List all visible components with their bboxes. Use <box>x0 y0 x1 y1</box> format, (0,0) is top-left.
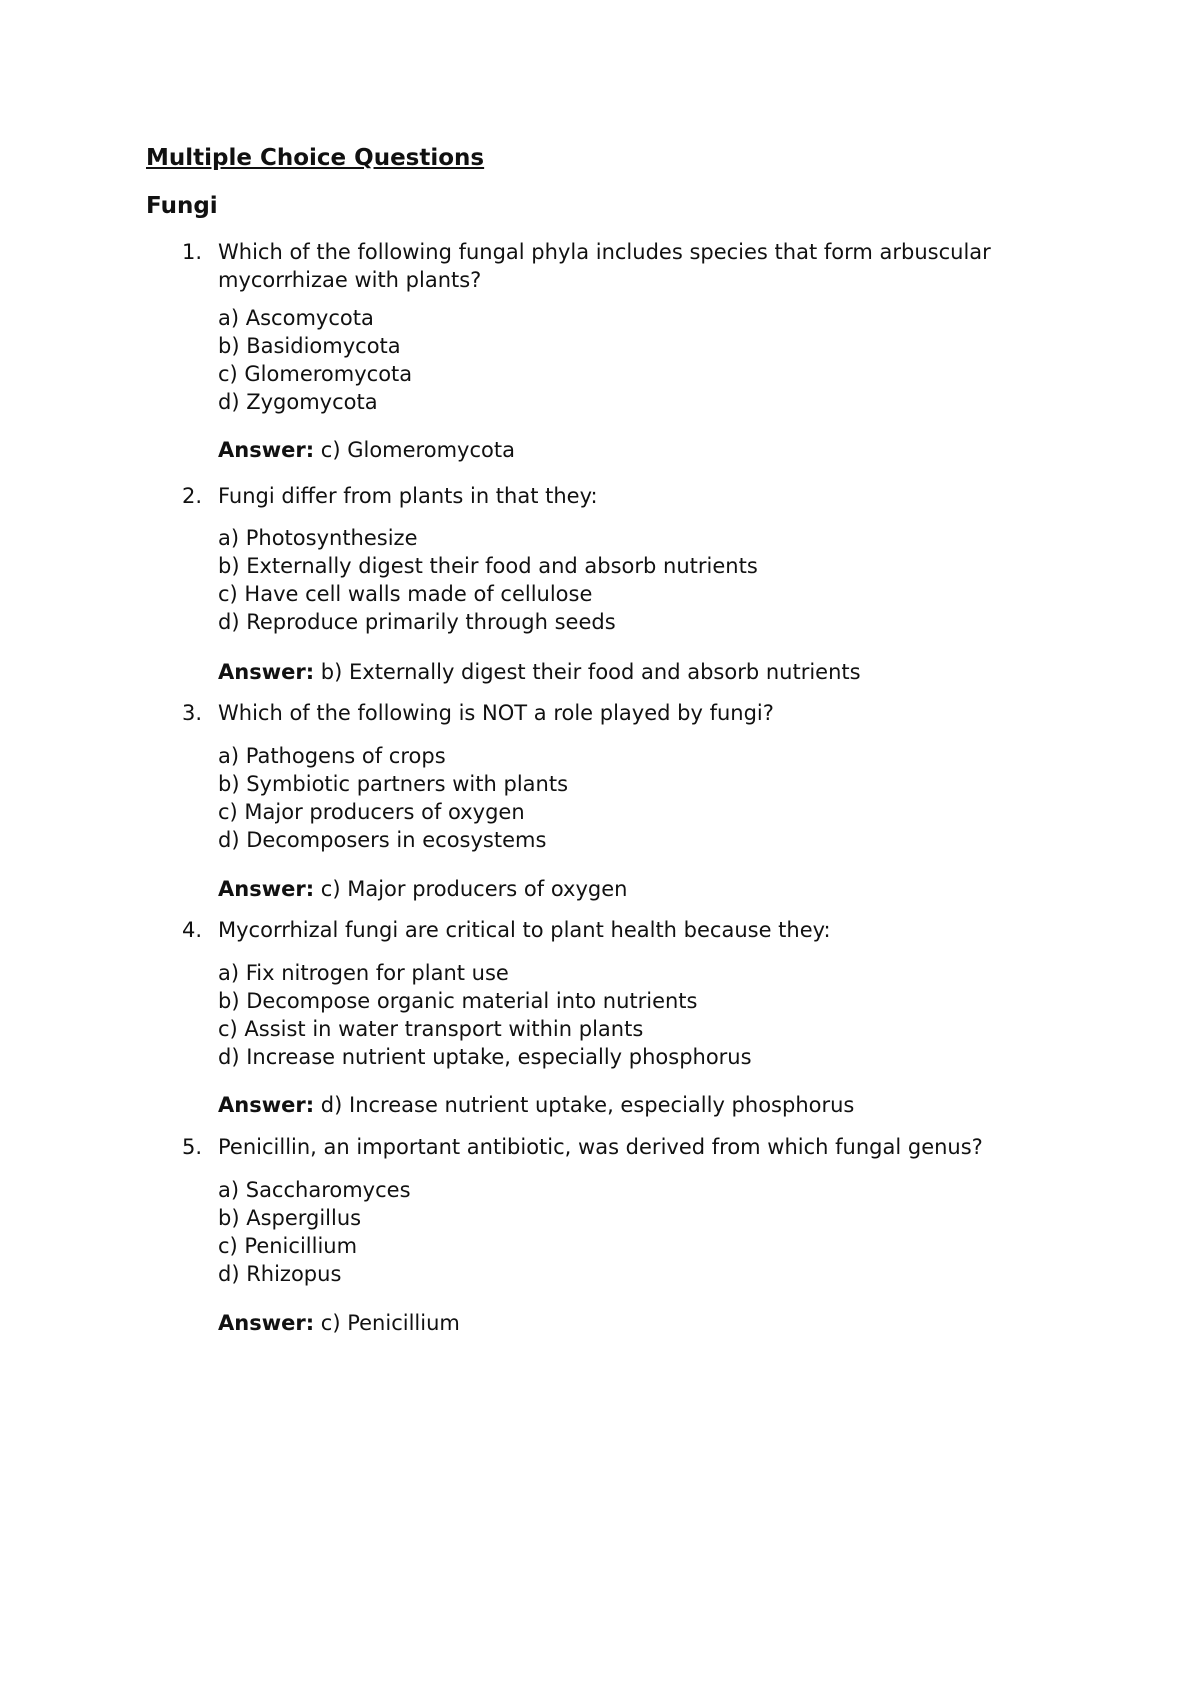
option-c: c) Penicillium <box>218 1234 358 1258</box>
option-a: a) Saccharomyces <box>218 1178 411 1202</box>
question-text: Which of the following is NOT a role played by fungi? <box>218 701 774 725</box>
answer-value: b) Externally digest their food and absorb nutrients <box>320 660 861 684</box>
option-b: b) Externally digest their food and absorb nutrients <box>218 554 758 578</box>
option-list <box>218 1176 411 1288</box>
question-number: 1. <box>182 240 203 264</box>
question-number: 3. <box>182 701 203 725</box>
option-d: d) Rhizopus <box>218 1262 342 1286</box>
option-b: b) Basidiomycota <box>218 334 401 358</box>
answer-line <box>218 1091 854 1119</box>
answer-label: Answer: <box>218 1093 315 1117</box>
option-list <box>218 524 758 636</box>
option-list <box>218 959 752 1071</box>
option-c: c) Have cell walls made of cellulose <box>218 582 593 606</box>
option-d: d) Increase nutrient uptake, especially phosphorus <box>218 1045 752 1069</box>
option-a: a) Photosynthesize <box>218 526 418 550</box>
question-text: Which of the following fungal phyla includes species that form arbuscular mycorrhizae with plants? <box>218 240 991 292</box>
answer-line <box>218 1309 460 1337</box>
question-text: Fungi differ from plants in that they: <box>218 484 598 508</box>
answer-label: Answer: <box>218 660 315 684</box>
answer-value: c) Major producers of oxygen <box>320 877 628 901</box>
question-number: 2. <box>182 484 203 508</box>
answer-line <box>218 875 627 903</box>
question-number: 5. <box>182 1135 203 1159</box>
answer-label: Answer: <box>218 1311 315 1335</box>
document-title: Multiple Choice Questions <box>146 145 485 171</box>
option-d: d) Zygomycota <box>218 390 378 414</box>
question-number: 4. <box>182 918 203 942</box>
section-title: Fungi <box>146 193 218 219</box>
question-text: Penicillin, an important antibiotic, was derived from which fungal genus? <box>218 1135 983 1159</box>
option-c: c) Major producers of oxygen <box>218 800 525 824</box>
answer-line <box>218 658 861 686</box>
answer-label: Answer: <box>218 877 315 901</box>
answer-label: Answer: <box>218 438 315 462</box>
option-b: b) Aspergillus <box>218 1206 362 1230</box>
answer-value: c) Penicillium <box>320 1311 460 1335</box>
question-text: Mycorrhizal fungi are critical to plant health because they: <box>218 918 831 942</box>
option-c: c) Assist in water transport within plants <box>218 1017 644 1041</box>
option-c: c) Glomeromycota <box>218 362 413 386</box>
answer-value: d) Increase nutrient uptake, especially phosphorus <box>320 1093 855 1117</box>
answer-line <box>218 436 515 464</box>
option-d: d) Decomposers in ecosystems <box>218 828 547 852</box>
option-list <box>218 742 568 854</box>
option-a: a) Ascomycota <box>218 306 374 330</box>
option-a: a) Fix nitrogen for plant use <box>218 961 509 985</box>
option-b: b) Symbiotic partners with plants <box>218 772 569 796</box>
option-a: a) Pathogens of crops <box>218 744 446 768</box>
option-b: b) Decompose organic material into nutrients <box>218 989 698 1013</box>
option-d: d) Reproduce primarily through seeds <box>218 610 616 634</box>
option-list <box>218 304 412 416</box>
answer-value: c) Glomeromycota <box>320 438 515 462</box>
